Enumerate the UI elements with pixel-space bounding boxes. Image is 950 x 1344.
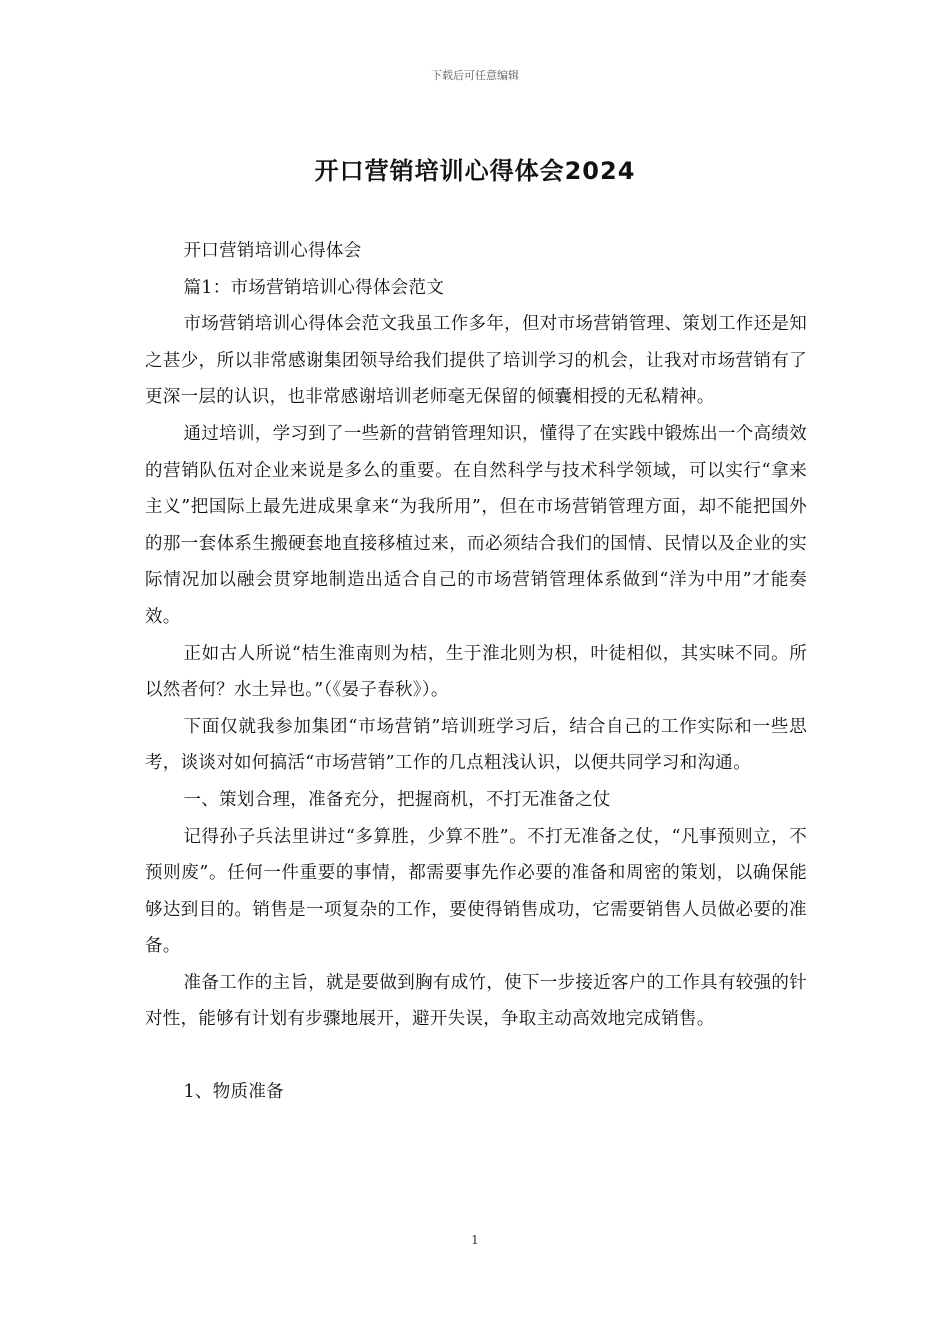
- paragraph: 市场营销培训心得体会范文我虽工作多年，但对市场营销管理、策划工作还是知之甚少，所以非常感谢集团领导给我们提供了培训学习的机会，让我对市场营销有了更深一层的认识，也非常感谢培训老师毫无保留的倾囊相授的无私精神。: [145, 314, 807, 408]
- paragraph-section-heading: 篇1：市场营销培训心得体会范文: [183, 277, 445, 298]
- paragraph: 准备工作的主旨，就是要做到胸有成竹，使下一步接近客户的工作具有较强的针对性，能够有计划有步骤地展开，避开失误，争取主动高效地完成销售。: [145, 972, 807, 1030]
- header-note: 下载后可任意编辑: [431, 69, 519, 82]
- document-title: 开口营销培训心得体会2024: [314, 157, 636, 185]
- document-body: [145, 233, 807, 1111]
- paragraph: 下面仅就我参加集团“市场营销”培训班学习后，结合自己的工作实际和一些思考，谈谈对如何搞活“市场营销”工作的几点粗浅认识，以便共同学习和沟通。: [145, 716, 807, 774]
- paragraph-subtitle: 开口营销培训心得体会: [183, 241, 362, 261]
- paragraph-heading: 一、策划合理，准备充分，把握商机，不打无准备之仗: [183, 789, 611, 810]
- paragraph: 正如古人所说“桔生淮南则为桔，生于淮北则为枳，叶徒相似，其实味不同。所以然者何？水土异也。”（《晏子春秋》）。: [145, 643, 807, 701]
- paragraph: 记得孙子兵法里讲过“多算胜，少算不胜”。不打无准备之仗，“凡事预则立，不预则废”。任何一件重要的事情，都需要事先作必要的准备和周密的策划，以确保能够达到目的。销售是一项复杂的工作，要使得销售成功，它需要销售人员做必要的准备。: [145, 826, 807, 957]
- paragraph-subheading: 1、物质准备: [183, 1082, 284, 1103]
- page-number: 1: [471, 1233, 479, 1247]
- paragraph: 通过培训，学习到了一些新的营销管理知识，懂得了在实践中锻炼出一个高绩效的营销队伍对企业来说是多么的重要。在自然科学与技术科学领域，可以实行“拿来主义”把国际上最先进成果拿来“为我所用”，但在市场营销管理方面，却不能把国外的那一套体系生搬硬套地直接移植过来，而必须结合我们的国情、民情以及企业的实际情况加以融会贯穿地制造出适合自己的市场营销管理体系做到“洋为中用”才能奏效。: [145, 423, 807, 627]
